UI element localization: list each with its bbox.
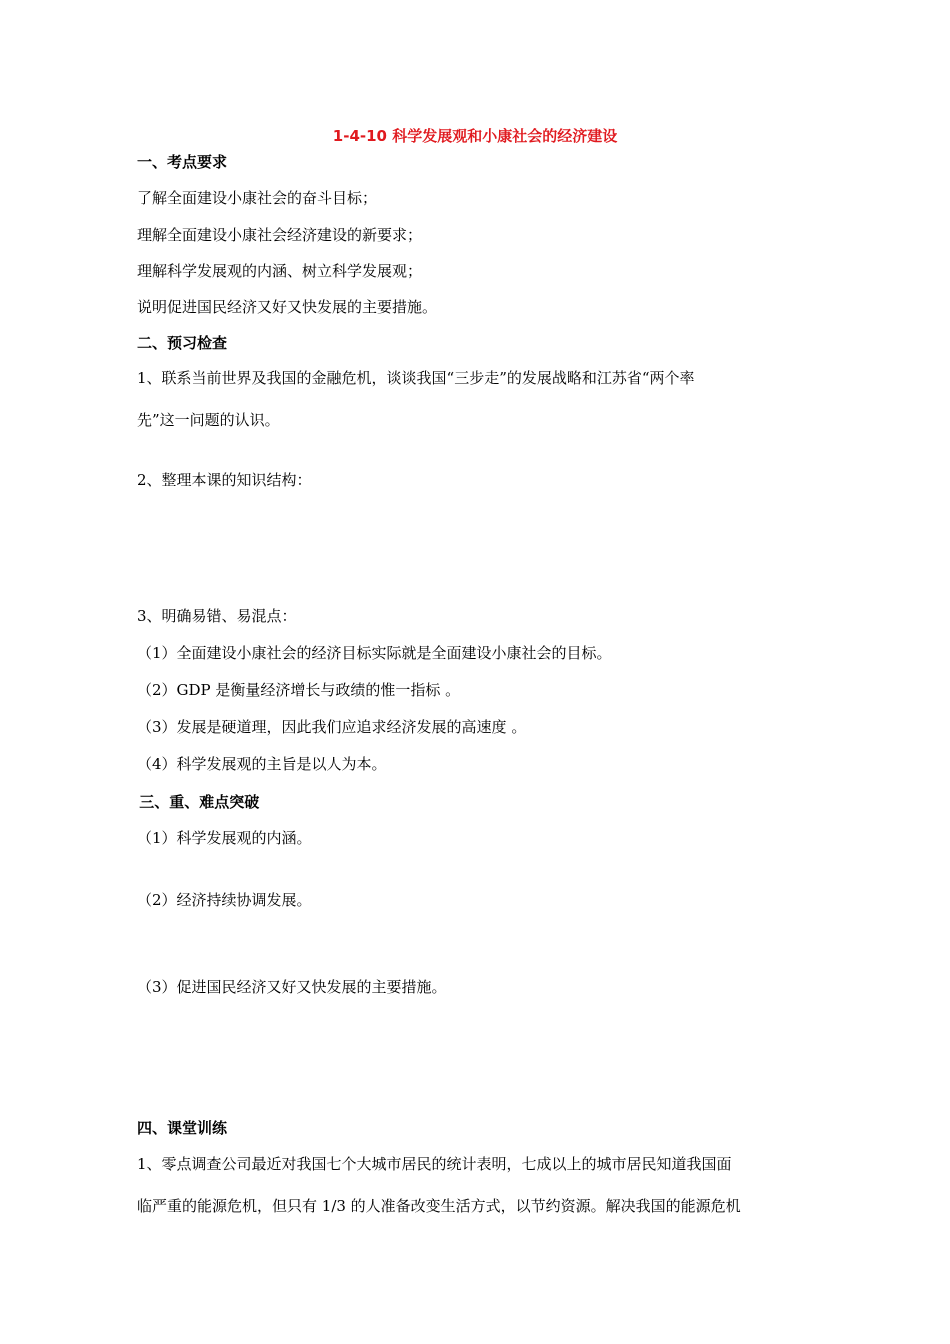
section-heading-requirements: 一、考点要求: [137, 153, 228, 171]
preview-question-3: 3、明确易错、易混点：: [137, 607, 297, 625]
confusion-point: （4）科学发展观的主旨是以人为本。: [137, 755, 387, 773]
preview-question-1-line1: 1、联系当前世界及我国的金融危机，谈谈我国“三步走”的发展战略和江苏省“两个率: [137, 369, 695, 387]
preview-question-2: 2、整理本课的知识结构：: [137, 471, 312, 489]
key-point-item: （2）经济持续协调发展。: [137, 891, 312, 909]
requirement-item: 理解科学发展观的内涵、树立科学发展观；: [137, 262, 423, 280]
requirement-item: 了解全面建设小康社会的奋斗目标；: [137, 189, 378, 207]
confusion-point: （1）全面建设小康社会的经济目标实际就是全面建设小康社会的目标。: [137, 644, 612, 662]
section-heading-key-points: 三、重、难点突破: [134, 793, 260, 811]
key-point-item: （1）科学发展观的内涵。: [137, 829, 312, 847]
requirement-item: 说明促进国民经济又好又快发展的主要措施。: [137, 298, 438, 316]
requirement-item: 理解全面建设小康社会经济建设的新要求；: [137, 226, 423, 244]
key-point-item: （3）促进国民经济又好又快发展的主要措施。: [137, 978, 447, 996]
preview-question-1-line2: 先”这一问题的认识。: [137, 411, 280, 429]
confusion-point: （2）GDP 是衡量经济增长与政绩的惟一指标 。: [137, 681, 461, 699]
practice-question-1-line2: 临严重的能源危机，但只有 1/3 的人准备改变生活方式，以节约资源。解决我国的能源危机: [137, 1197, 741, 1215]
practice-question-1-line1: 1、零点调查公司最近对我国七个大城市居民的统计表明，七成以上的城市居民知道我国面: [137, 1155, 732, 1173]
document-title: 1-4-10 科学发展观和小康社会的经济建设: [332, 127, 618, 145]
section-heading-practice: 四、课堂训练: [137, 1119, 228, 1137]
section-heading-preview: 二、预习检查: [137, 334, 228, 352]
confusion-point: （3）发展是硬道理，因此我们应追求经济发展的高速度 。: [137, 718, 527, 736]
